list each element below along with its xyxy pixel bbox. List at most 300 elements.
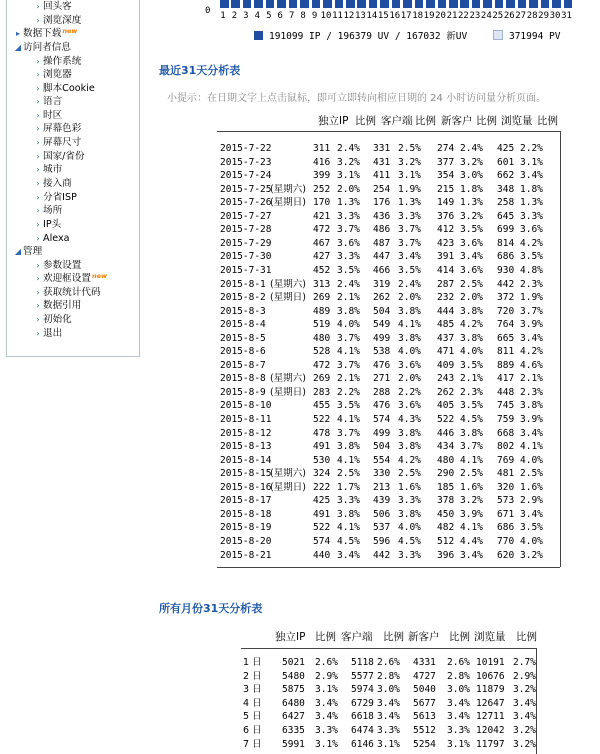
date-link[interactable]: 2015-7-29: [220, 237, 272, 249]
monthly-header-divider: [241, 648, 536, 649]
table-cell: 3.3%: [337, 210, 360, 222]
chart-bar: [392, 0, 401, 8]
sidebar-item[interactable]: [33, 177, 72, 190]
table-cell: 5480: [282, 670, 305, 682]
table-cell: 2.3%: [460, 386, 483, 398]
sidebar-item-label: 脚本Cookie: [43, 83, 95, 94]
date-link[interactable]: 2015-8-6: [220, 346, 266, 358]
date-link[interactable]: 2015-7-28: [220, 224, 272, 236]
collapse-icon: ◢: [14, 247, 22, 256]
table-cell: 4.0%: [520, 454, 543, 466]
table-cell: 504: [373, 305, 391, 317]
sidebar-item[interactable]: [13, 245, 42, 258]
table-cell: 5118: [351, 657, 374, 668]
table-cell: 5613: [413, 711, 436, 723]
table-cell: 538: [373, 346, 391, 358]
chart-bar: [564, 0, 573, 8]
column-header: 比例: [449, 631, 470, 643]
table-cell: 3.7%: [520, 305, 543, 317]
table-cell: 506: [373, 508, 391, 520]
chart-x-tick-label: 6: [277, 11, 283, 21]
sidebar-item-label: 屏幕色彩: [43, 123, 82, 134]
table-cell: 3.2%: [460, 495, 483, 507]
table-cell: 434: [437, 441, 455, 453]
table-cell: 620: [497, 549, 515, 561]
table-cell: 489: [313, 305, 331, 317]
table-cell: 491: [313, 508, 331, 520]
table-cell: 3.4%: [520, 170, 543, 182]
chart-bar: [495, 0, 504, 8]
table-cell: 4.2%: [460, 319, 483, 331]
table-cell: 2.0%: [337, 183, 360, 195]
sidebar-item[interactable]: [33, 68, 72, 81]
table-cell: 4727: [413, 670, 436, 682]
table-cell: 485: [437, 319, 455, 331]
column-header: 比例: [315, 631, 336, 643]
table-cell: 1.9%: [520, 292, 543, 304]
date-link[interactable]: 2015-7-22: [220, 143, 272, 154]
table-cell: 573: [497, 495, 515, 507]
date-link[interactable]: 2015-7-26: [220, 197, 272, 209]
date-link[interactable]: 2015-8-4: [220, 319, 266, 331]
table-cell: 12647: [476, 697, 505, 709]
table-cell: 431: [373, 156, 391, 168]
table-cell: 313: [313, 278, 331, 290]
chevron-right-icon: ›: [36, 329, 40, 338]
table-cell: 3.1%: [337, 170, 360, 182]
table-cell: 4.1%: [520, 441, 543, 453]
chart-x-tick-label: 20: [435, 11, 446, 21]
chevron-right-icon: ›: [36, 152, 40, 161]
table-cell: 377: [437, 156, 455, 168]
chevron-right-icon: ›: [36, 138, 40, 147]
table-cell: 478: [313, 427, 331, 439]
date-link[interactable]: 2015-8-9: [220, 386, 266, 398]
chart-legend: [254, 28, 560, 42]
table-cell: 3.8%: [460, 332, 483, 344]
table-cell: 2.1%: [337, 292, 360, 304]
date-link[interactable]: 2015-8-17: [220, 495, 272, 507]
sidebar-item-label: 时区: [43, 110, 63, 121]
table-cell: 3.7%: [337, 427, 360, 439]
day-label: 7 日: [243, 738, 262, 750]
date-link[interactable]: 2015-8-20: [220, 535, 272, 547]
table-cell: 6729: [351, 697, 374, 709]
sidebar-item[interactable]: [33, 14, 81, 27]
table-cell: 3.4%: [520, 332, 543, 344]
chart-x-tick-label: 15: [377, 11, 389, 21]
sidebar-item[interactable]: [33, 0, 72, 13]
table-cell: 802: [497, 441, 515, 453]
chart-bar: [460, 0, 469, 8]
table-cell: 414: [437, 264, 455, 276]
sidebar-item-label: 分省ISP: [43, 192, 77, 203]
recent-bottom-divider: [217, 567, 560, 568]
sidebar-item[interactable]: [33, 272, 107, 285]
table-cell: 645: [497, 210, 515, 222]
legend-swatch-main: [254, 31, 263, 40]
table-cell: 2.0%: [460, 292, 483, 304]
table-cell: 574: [313, 535, 331, 547]
table-cell: 3.2%: [520, 549, 543, 561]
table-cell: 4.0%: [520, 535, 543, 547]
chart-x-tick-label: 9: [311, 11, 318, 21]
table-cell: 3.3%: [447, 725, 470, 736]
chevron-right-icon: ›: [36, 97, 40, 106]
table-cell: 3.8%: [337, 305, 360, 317]
sidebar-item[interactable]: [33, 313, 72, 326]
chart-bar: [403, 0, 412, 8]
table-cell: 427: [313, 251, 331, 263]
table-cell: 170: [313, 197, 331, 209]
chart-bar: [243, 0, 252, 8]
chart-bar: [323, 0, 332, 8]
table-cell: 455: [313, 400, 331, 412]
table-cell: 288: [373, 386, 391, 398]
table-cell: 450: [437, 508, 455, 520]
table-cell: 3.6%: [398, 400, 421, 412]
sidebar-item[interactable]: [33, 232, 70, 245]
table-cell: 2.4%: [337, 278, 360, 290]
table-cell: 287: [437, 278, 455, 290]
table-cell: 3.9%: [520, 319, 543, 331]
table-cell: 3.4%: [520, 508, 543, 520]
sidebar-item[interactable]: [33, 55, 81, 68]
chart-x-tick-label: 7: [288, 11, 295, 21]
chart-x-tick-label: 28: [526, 11, 538, 21]
column-header: 浏览量: [474, 631, 506, 643]
table-cell: 770: [497, 535, 515, 547]
table-cell: 522: [437, 414, 455, 425]
table-cell: 2.0%: [398, 373, 421, 385]
table-cell: 1.7%: [337, 481, 360, 493]
chart-x-tick-label: 13: [354, 11, 366, 21]
date-link[interactable]: 2015-8-10: [220, 400, 272, 412]
chart-x-tick-label: 21: [446, 11, 458, 21]
chevron-right-icon: ›: [36, 84, 40, 93]
sidebar: [6, 0, 140, 357]
table-cell: 444: [437, 305, 455, 317]
table-cell: (星期六): [270, 183, 306, 195]
sidebar-item[interactable]: [33, 204, 62, 217]
table-cell: 2.9%: [315, 670, 338, 682]
chart-x-tick-label: 4: [254, 11, 261, 21]
table-cell: 3.1%: [447, 738, 470, 750]
table-cell: 467: [313, 237, 331, 249]
column-header: 比例: [476, 115, 497, 127]
table-cell: 3.2%: [513, 684, 536, 696]
chart-y-zero-label: 0: [205, 6, 211, 16]
table-cell: 4.0%: [398, 346, 421, 358]
table-cell: 3.4%: [377, 711, 400, 723]
chart-x-tick-label: 26: [503, 11, 515, 21]
chart-bar: [380, 0, 389, 8]
date-link[interactable]: 2015-8-12: [220, 427, 272, 439]
table-cell: 378: [437, 495, 455, 507]
table-cell: 686: [497, 522, 515, 534]
table-cell: 3.5%: [337, 264, 360, 276]
date-link[interactable]: 2015-7-30: [220, 251, 272, 263]
table-cell: 3.2%: [513, 738, 536, 750]
table-cell: 528: [313, 346, 331, 358]
table-cell: 252: [313, 183, 331, 195]
table-cell: 3.3%: [520, 210, 543, 222]
table-cell: 185: [437, 481, 455, 493]
sidebar-item[interactable]: [33, 259, 81, 272]
sidebar-item[interactable]: [13, 27, 77, 40]
table-cell: 3.0%: [377, 684, 400, 696]
chart-bar: [266, 0, 275, 8]
table-cell: 3.4%: [513, 697, 536, 709]
table-cell: 5991: [282, 738, 305, 750]
date-link[interactable]: 2015-8-2: [220, 292, 266, 304]
sidebar-item[interactable]: [33, 286, 101, 299]
table-cell: 686: [497, 251, 515, 263]
table-cell: 5875: [282, 684, 305, 696]
table-cell: 480: [313, 332, 331, 344]
table-cell: 601: [497, 156, 515, 168]
table-cell: 2.5%: [398, 143, 421, 154]
table-cell: 3.4%: [447, 697, 470, 709]
sidebar-item-label: 场所: [43, 205, 63, 216]
chevron-right-icon: ›: [36, 124, 40, 133]
table-cell: 1.6%: [460, 481, 483, 493]
table-cell: 442: [497, 278, 515, 290]
table-cell: 499: [373, 332, 391, 344]
chart-x-tick-label: 31: [561, 11, 572, 21]
table-cell: 3.5%: [337, 400, 360, 412]
table-cell: 537: [373, 522, 391, 534]
legend-pv-text: 371994 PV: [508, 31, 561, 42]
table-cell: 764: [497, 319, 515, 331]
sidebar-item[interactable]: [33, 109, 62, 122]
day-label: 2 日: [243, 670, 262, 682]
chart-x-tick-label: 27: [515, 11, 527, 21]
table-cell: 10191: [476, 657, 505, 668]
table-cell: 3.7%: [337, 332, 360, 344]
table-cell: 759: [497, 414, 515, 425]
table-cell: 3.4%: [398, 251, 421, 263]
date-link[interactable]: 2015-8-3: [220, 305, 266, 317]
table-cell: 271: [373, 373, 391, 385]
chart-bar: [220, 0, 229, 8]
date-link[interactable]: 2015-8-21: [220, 549, 272, 561]
table-cell: 3.3%: [398, 210, 421, 222]
table-cell: 3.4%: [447, 711, 470, 723]
table-cell: 372: [497, 292, 515, 304]
sidebar-item[interactable]: [33, 327, 62, 340]
sidebar-item-label: 接入商: [43, 178, 72, 189]
table-cell: 4.3%: [398, 414, 421, 425]
sidebar-item-label: 国家/省份: [43, 151, 85, 162]
sidebar-item-label: Alexa: [43, 233, 70, 244]
table-cell: 2.9%: [520, 495, 543, 507]
table-cell: 1.9%: [398, 183, 421, 195]
table-cell: 491: [313, 441, 331, 453]
table-cell: 3.7%: [460, 441, 483, 453]
table-cell: 1.3%: [460, 197, 483, 209]
table-cell: 405: [437, 400, 455, 412]
date-link[interactable]: 2015-7-24: [220, 170, 272, 182]
sidebar-item-label: IP头: [43, 219, 62, 230]
table-cell: 471: [437, 346, 455, 358]
table-cell: 466: [373, 264, 391, 276]
table-cell: 2.8%: [377, 670, 400, 682]
monthly-table: [243, 656, 536, 754]
column-header: 比例: [537, 115, 558, 127]
column-header: 比例: [516, 631, 537, 643]
table-cell: 3.1%: [315, 684, 338, 696]
recent-table: [220, 142, 560, 572]
sidebar-item[interactable]: [33, 191, 77, 204]
date-link[interactable]: 2015-8-1: [220, 278, 266, 290]
sidebar-item[interactable]: [13, 41, 71, 54]
chart-bar: [415, 0, 424, 8]
table-cell: 3.6%: [460, 264, 483, 276]
table-cell: 487: [373, 237, 391, 249]
sidebar-item[interactable]: [33, 136, 81, 149]
table-cell: 2.7%: [513, 657, 536, 668]
chart-x-tick-label: 22: [458, 11, 469, 21]
table-cell: (星期六): [270, 373, 306, 385]
table-cell: 10676: [476, 670, 505, 682]
date-link[interactable]: 2015-8-18: [220, 508, 272, 520]
table-cell: 3.8%: [337, 441, 360, 453]
table-cell: 4.2%: [398, 454, 421, 466]
table-cell: 331: [373, 143, 391, 154]
table-cell: 222: [313, 481, 331, 493]
sidebar-item-label: 数据引用: [43, 300, 82, 311]
table-cell: (星期六): [270, 468, 306, 480]
table-cell: 522: [313, 414, 331, 425]
table-cell: 447: [373, 251, 391, 263]
table-cell: 3.8%: [520, 400, 543, 412]
table-cell: 2.4%: [460, 143, 483, 154]
table-cell: 2.3%: [520, 278, 543, 290]
chart-x-tick-label: 5: [266, 11, 272, 21]
table-cell: 324: [313, 468, 331, 480]
table-cell: 481: [497, 468, 515, 480]
chart-x-tick-label: 29: [538, 11, 550, 21]
table-cell: 930: [497, 264, 515, 276]
table-cell: 2.2%: [337, 386, 360, 398]
table-cell: 3.2%: [513, 725, 536, 736]
date-link[interactable]: 2015-8-5: [220, 332, 266, 344]
table-cell: 12042: [476, 725, 505, 736]
chevron-right-icon: ›: [36, 301, 40, 310]
chevron-right-icon: ›: [36, 206, 40, 215]
table-cell: 4.1%: [460, 454, 483, 466]
table-cell: 417: [497, 373, 515, 385]
date-link[interactable]: 2015-8-8: [220, 373, 266, 385]
table-cell: 4.2%: [520, 237, 543, 249]
table-cell: 396: [437, 549, 455, 561]
table-cell: 425: [497, 143, 515, 154]
table-cell: 3.5%: [398, 264, 421, 276]
sidebar-item[interactable]: [33, 163, 62, 176]
table-cell: 437: [437, 332, 455, 344]
table-cell: 4.5%: [398, 535, 421, 547]
table-cell: 425: [313, 495, 331, 507]
sidebar-item-label: 浏览器: [43, 69, 72, 80]
legend-main-text: 191099 IP / 196379 UV / 167032 新UV: [269, 31, 468, 42]
chart-bar: [552, 0, 561, 8]
new-badge: new: [91, 272, 108, 280]
table-cell: 4.2%: [520, 346, 543, 358]
chart-x-tick-label: 25: [492, 11, 504, 21]
date-link[interactable]: 2015-8-19: [220, 522, 272, 534]
sidebar-item[interactable]: [33, 218, 61, 231]
table-cell: 3.7%: [337, 359, 360, 371]
date-link[interactable]: 2015-8-7: [220, 359, 266, 371]
date-link[interactable]: 2015-7-23: [220, 156, 272, 168]
table-cell: 5254: [413, 738, 436, 750]
table-cell: 3.4%: [337, 549, 360, 561]
column-header: 比例: [415, 115, 436, 127]
table-cell: 814: [497, 237, 515, 249]
table-cell: 176: [373, 197, 391, 209]
date-link[interactable]: 2015-7-31: [220, 264, 272, 276]
table-cell: 1.3%: [520, 197, 543, 209]
sidebar-item[interactable]: [33, 150, 85, 163]
column-header: 独立IP: [275, 631, 306, 643]
table-cell: 596: [373, 535, 391, 547]
table-cell: 4.6%: [520, 359, 543, 371]
legend-swatch-pv: [493, 30, 503, 40]
chart-x-tick-label: 3: [243, 11, 249, 21]
sidebar-item-label: 欢迎框设置: [43, 273, 91, 284]
table-cell: 436: [373, 210, 391, 222]
table-cell: 499: [373, 427, 391, 439]
table-cell: 554: [373, 454, 391, 466]
table-cell: 4.1%: [460, 522, 483, 534]
table-cell: 442: [373, 549, 391, 561]
date-link[interactable]: 2015-8-14: [220, 454, 272, 466]
chart-bar: [541, 0, 550, 8]
table-cell: 4.1%: [337, 346, 360, 358]
table-cell: 3.9%: [460, 508, 483, 520]
sidebar-item[interactable]: [33, 299, 81, 312]
table-cell: (星期日): [270, 197, 306, 209]
table-cell: 699: [497, 224, 515, 236]
table-cell: 448: [497, 386, 515, 398]
table-cell: (星期日): [270, 481, 306, 493]
table-cell: 3.7%: [398, 237, 421, 249]
chart-x-tick-label: 23: [469, 11, 481, 21]
date-link[interactable]: 2015-8-16: [220, 481, 272, 493]
table-cell: 3.4%: [460, 251, 483, 263]
table-cell: 3.8%: [398, 332, 421, 344]
sidebar-item[interactable]: [33, 122, 81, 135]
date-link[interactable]: 2015-8-13: [220, 441, 272, 453]
table-cell: 4.1%: [337, 454, 360, 466]
table-cell: 671: [497, 508, 515, 520]
date-link[interactable]: 2015-7-25: [220, 183, 272, 195]
table-cell: 482: [437, 522, 455, 534]
sidebar-item[interactable]: [33, 95, 62, 108]
table-cell: 3.1%: [315, 738, 338, 750]
table-cell: 2.6%: [377, 657, 400, 668]
table-cell: 889: [497, 359, 515, 371]
sidebar-item-label: 获取统计代码: [43, 287, 101, 298]
table-cell: 5021: [282, 657, 305, 668]
table-cell: 411: [373, 170, 391, 182]
date-link[interactable]: 2015-8-15: [220, 468, 272, 480]
sidebar-item[interactable]: [33, 82, 95, 95]
date-link[interactable]: 2015-7-27: [220, 210, 272, 222]
date-link[interactable]: 2015-8-11: [220, 414, 272, 425]
day-label: 1 日: [243, 657, 262, 668]
